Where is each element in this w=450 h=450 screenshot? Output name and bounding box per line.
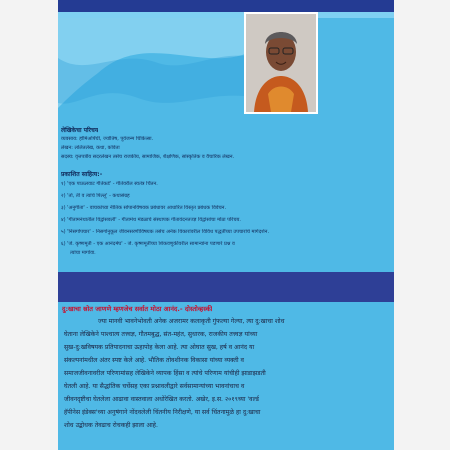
author-photo-frame [244, 12, 318, 114]
publication-item: ६) 'जे. कृष्णमूर्ती - एक आनंदमेघ' - जे. कृष्णमूर्तींच्या शिकवणुकीवरील सामान्यांना पडणारे प्रश्न व [61, 241, 235, 247]
publication-item: ५) 'निसर्गोपचार' - निसर्गानुकूल जीवनसरणीविषयक तसेच अनेक विकारांवरील विविध पद्धतींच्या उपचारांचे मार्गदर्शन. [61, 229, 270, 235]
author-photo [246, 14, 316, 112]
blurb-line: शोध उद्बोधक तेवढाच रोचकही झाला आहे. [64, 422, 158, 429]
author-writing: लेखन: ललितलेख, कथा, कविता [61, 145, 120, 151]
blurb-line: घेताना लेखिकेने पाश्चात्य तत्त्वज्ञ, गौतमबुद्ध, संत-महंत, सुधारक, राजकीय तत्त्वज्ञ यांच्या [64, 331, 258, 338]
blurb-line: घेतली आहे. या सैद्धांतिक चर्चेसह एका प्रश्नावलीद्वारे सर्वसामान्यांच्या भावनांचाच व [64, 383, 245, 390]
publication-item: २) 'तो, ती व त्यांचे पिल्लू' - कथासंग्रह [61, 193, 130, 199]
blurb-line: जीवनदृष्टीचा घेतलेला आढावा वास्तवाला अधोरेखित करतो. अखेर, इ.स. २०१९च्या 'वर्ल्ड [64, 396, 259, 403]
book-back-cover [58, 0, 394, 450]
page-margin [394, 0, 450, 450]
blurb-line: ज्या मानवी भावनेभोवती अनेक अजरामर कलाकृती गुंफल्या गेल्या, त्या दु:खाचा शोध [98, 318, 285, 325]
author-profession: व्यवसाय: होमिओपॅथी, ज्योतिष, पूर्वजन्म चिकित्सा. [61, 136, 154, 142]
publication-item: त्यांचा मागोवा. [70, 250, 96, 256]
blurb-line: सुख-दु:खविषयक प्रतिपादनाचा ऊहापोह केला आहे. त्या ओघात सुख, हर्ष व आनंद या [64, 344, 255, 351]
publication-item: १) 'एक पाऊलवाट गीतेकडे' - गीतेवरील स्वतंत्र चिंतन. [61, 181, 158, 187]
author-membership: सदस्य: वृत्तपत्रीय सदरलेखन तसेच राजकीय, सामाजिक, शैक्षणिक, सांस्कृतिक व वैचारिक लेखन. [61, 154, 235, 160]
author-portrait-illustration [246, 14, 316, 112]
quote-title: दु:खाचा स्रोत जाणणे म्हणजेच सर्वात मोठा आनंद.- दोस्तोव्हस्की [62, 305, 213, 313]
decorative-wave [58, 18, 258, 118]
blurb-line: समाजजीवनावरील परिणामांसह लेखिकेने व्यापक हिंसा व त्यांचे परिणाम यांचीही झाडाझडती [64, 370, 266, 377]
publication-item: ३) 'अनुगीता' - वाचकांच्या नीतिक सोपानविषयक प्रबंधावर आधारित विस्तृत प्रबंधक विवेचन. [61, 205, 227, 211]
blurb-line: संकल्पनांमधील अंतर स्पष्ट केले आहे. भौतिक तोवशीनक विकासा यांच्या व्यक्ती व [64, 357, 244, 364]
divider-band [58, 272, 394, 302]
top-stripe [58, 0, 394, 12]
publication-item: ४) 'गीतामनंथातील विद्वांसवली' - गीतामंथ मंडळाचे संस्थापक गीतावंदनतज्ज्ञ विद्वांसांचा मोठा परिचय. [61, 217, 242, 223]
publications-heading: प्रकाशित साहित्य:- [61, 171, 103, 178]
author-intro-heading: लेखिकेचा परिचय [61, 127, 99, 134]
blurb-line: हॅपीनेस इंडेक्स'च्या अनुषंगाने नोंदवलेली चिंतनीय निरीक्षणे, या सर्व चिंतनामुळे हा दु:खाचा [64, 409, 261, 416]
